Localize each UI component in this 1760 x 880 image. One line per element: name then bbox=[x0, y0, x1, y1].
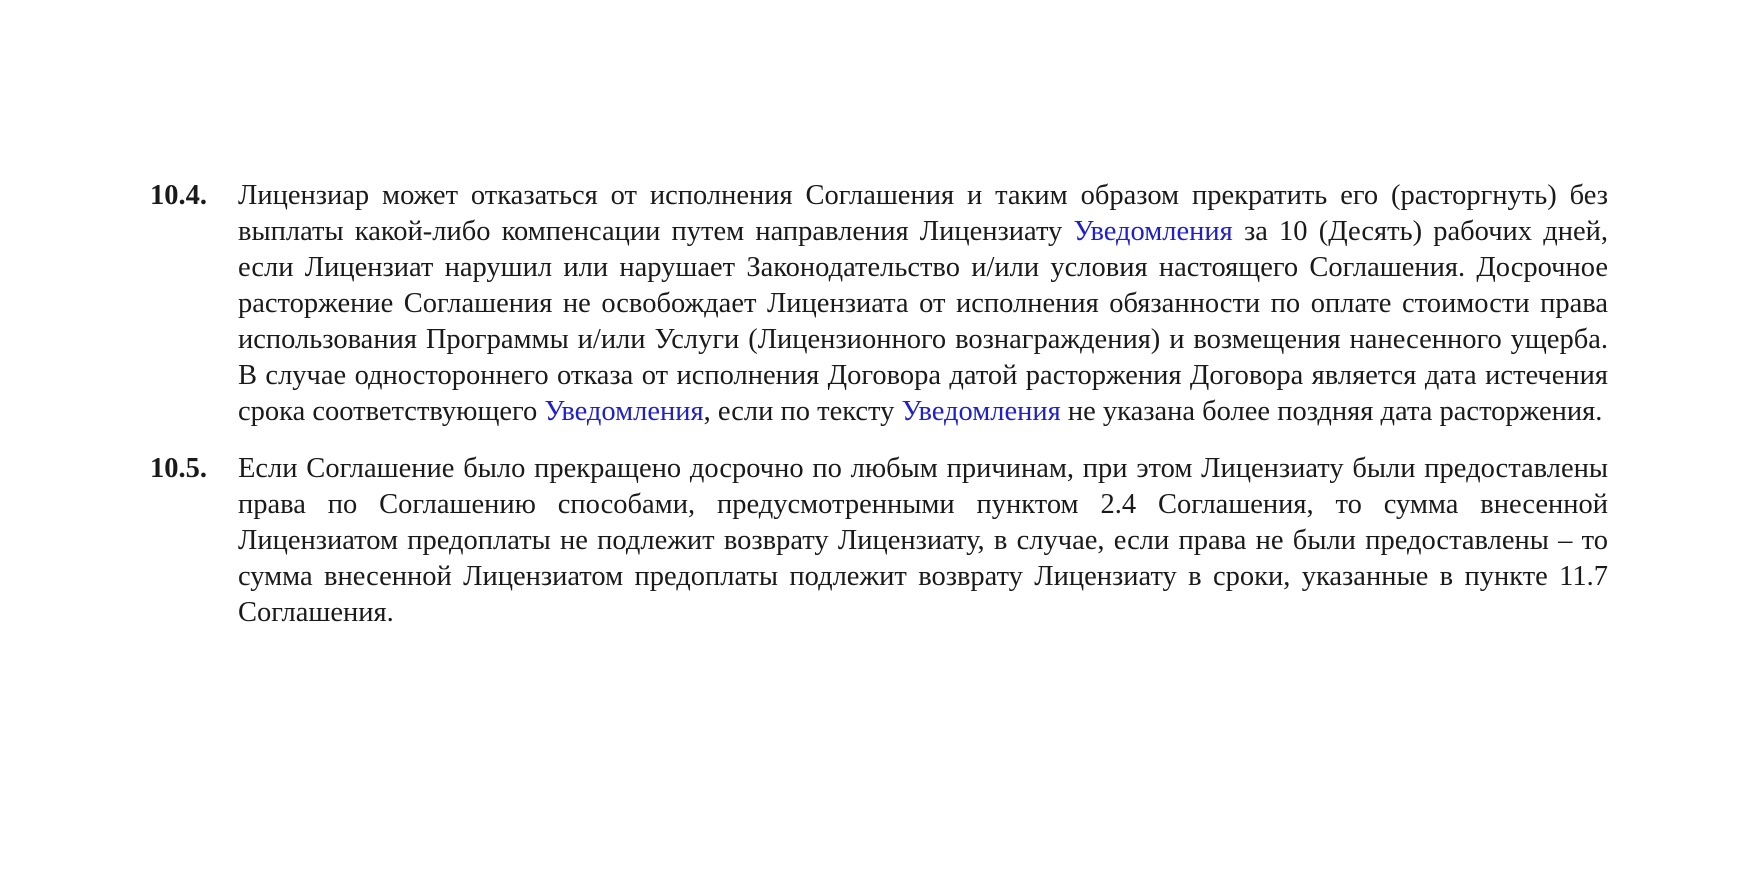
clause-text bbox=[238, 451, 1608, 631]
notification-link[interactable]: Уведомления bbox=[901, 396, 1061, 427]
clause-10-5 bbox=[150, 451, 1610, 631]
notification-link[interactable]: Уведомления bbox=[1073, 216, 1233, 247]
clause-text-segment: не указана более поздняя дата расторжения. bbox=[1060, 396, 1603, 427]
notification-link[interactable]: Уведомления bbox=[544, 396, 704, 427]
document-body bbox=[150, 178, 1610, 631]
clause-10-4 bbox=[150, 178, 1610, 430]
clause-text-segment: за 10 (Десять) рабочих дней, если Лицензиат нарушил или нарушает Законодательство и/или условия настоящего Соглашения. Досрочное расторжение Соглашения не освобождает Лицензиата от исполнения обязанности по оплате стоимости права использования Программы и/или Услуги (Лицензионного вознаграждения) и возмещения нанесенного ущерба. В случае одностороннего отказа от исполнения Договора датой расторжения Договора является дата истечения срока соответствующего bbox=[238, 216, 1608, 427]
clause-number: 10.5. bbox=[150, 453, 207, 484]
clause-number: 10.4. bbox=[150, 180, 207, 211]
clause-text-segment: Если Соглашение было прекращено досрочно по любым причинам, при этом Лицензиату были предоставлены права по Соглашению способами, предусмотренными пунктом 2.4 Соглашения, то сумма внесенной Лицензиатом предоплаты не подлежит возврату Лицензиату, в случае, если права не были предоставлены – то сумма внесенной Лицензиатом предоплаты подлежит возврату Лицензиату в сроки, указанные в пункте 11.7 Соглашения. bbox=[238, 453, 1608, 628]
clause-text-segment: , если по тексту bbox=[703, 396, 902, 427]
clause-text-segment: Лицензиар может отказаться от исполнения Соглашения и таким образом прекратить его (расторгнуть) без выплаты какой-либо компенсации путем направления Лицензиату bbox=[238, 180, 1608, 247]
clause-text bbox=[238, 178, 1608, 430]
